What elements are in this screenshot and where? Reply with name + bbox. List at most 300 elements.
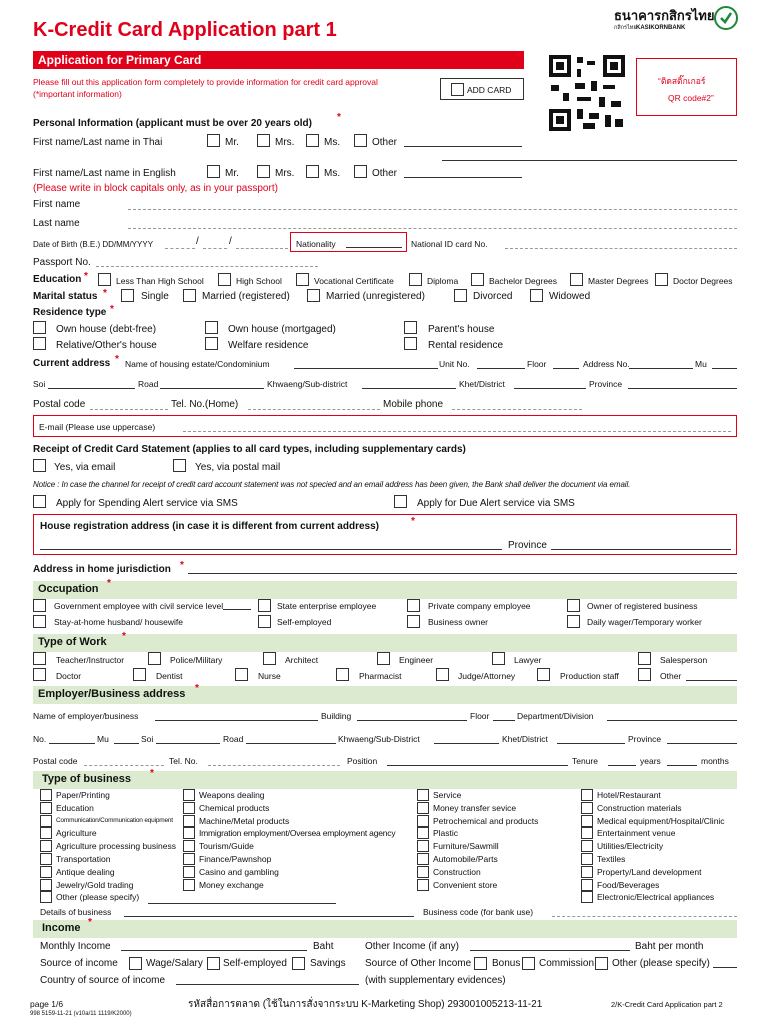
monthly-income-label: Monthly Income bbox=[40, 941, 111, 952]
employer-mu-label: Mu bbox=[97, 734, 109, 744]
occ-business-owner-checkbox[interactable] bbox=[407, 615, 420, 628]
employer-tel-field[interactable] bbox=[208, 765, 340, 766]
work-architect-checkbox[interactable] bbox=[263, 652, 276, 665]
work-salesperson-label: Salesperson bbox=[660, 655, 708, 665]
province-field[interactable] bbox=[628, 388, 737, 389]
employer-position-label: Position bbox=[347, 756, 378, 766]
eng-title-mrs-checkbox[interactable] bbox=[257, 165, 270, 178]
eng-name-label: First name/Last name in English bbox=[33, 168, 176, 179]
employer-position-field[interactable] bbox=[387, 765, 568, 766]
passport-field[interactable] bbox=[96, 266, 318, 267]
biz-col2-item-7-checkbox[interactable] bbox=[183, 879, 195, 891]
marital-star: * bbox=[103, 288, 107, 299]
road-label: Road bbox=[138, 379, 159, 389]
mu-field[interactable] bbox=[712, 368, 737, 369]
current-address-label: Current address bbox=[33, 358, 111, 369]
eng-title-ms-label: Ms. bbox=[324, 168, 341, 179]
res-own-mortgaged-checkbox[interactable] bbox=[205, 321, 218, 334]
marital-single-checkbox[interactable] bbox=[121, 289, 134, 302]
work-pharmacist-label: Pharmacist bbox=[359, 671, 402, 681]
edu-vocational-label: Vocational Certificate bbox=[314, 276, 394, 286]
biz-col4-item-0-checkbox[interactable] bbox=[581, 789, 593, 801]
biz-col4-item-7-checkbox[interactable] bbox=[581, 879, 593, 891]
occ-government-checkbox[interactable] bbox=[33, 599, 46, 612]
title-other-field[interactable] bbox=[404, 146, 522, 147]
bank-name-en: KASIKORNBANK bbox=[636, 25, 686, 31]
dob-slash-1: / bbox=[196, 236, 199, 247]
income-bar: Income bbox=[33, 920, 737, 938]
country-source-label: Country of source of income bbox=[40, 975, 166, 986]
title-mrs-label: Mrs. bbox=[275, 137, 295, 148]
res-rental-checkbox[interactable] bbox=[404, 337, 417, 350]
statement-postal-label: Yes, via postal mail bbox=[195, 462, 281, 473]
unit-no-label: Unit No. bbox=[439, 359, 470, 369]
res-rental-label: Rental residence bbox=[428, 340, 504, 351]
biz-col3-item-0-checkbox[interactable] bbox=[417, 789, 429, 801]
marital-married-unreg-label: Married (unregistered) bbox=[326, 291, 425, 302]
biz-col2-item-2-checkbox[interactable] bbox=[183, 815, 195, 827]
biz-col4-item-2-checkbox[interactable] bbox=[581, 815, 593, 827]
current-address-star: * bbox=[115, 354, 119, 365]
biz-col2-item-6-checkbox[interactable] bbox=[183, 866, 195, 878]
occupation-star: * bbox=[107, 578, 111, 589]
biz-col3-item-2-checkbox[interactable] bbox=[417, 815, 429, 827]
work-engineer-checkbox[interactable] bbox=[377, 652, 390, 665]
employer-building-field[interactable] bbox=[357, 720, 467, 721]
employer-bar: Employer/Business address bbox=[33, 686, 737, 704]
occ-stay-at-home-label: Stay-at-home husband/ housewife bbox=[54, 617, 183, 627]
due-alert-checkbox[interactable] bbox=[394, 495, 407, 508]
biz-col1-item-7-label: Jewelry/Gold trading bbox=[56, 879, 134, 890]
employer-no-label: No. bbox=[33, 734, 47, 744]
edu-bachelor-checkbox[interactable] bbox=[471, 273, 484, 286]
work-dentist-checkbox[interactable] bbox=[133, 668, 146, 681]
marital-divorced-checkbox[interactable] bbox=[454, 289, 467, 302]
work-production-label: Production staff bbox=[560, 671, 619, 681]
res-own-free-label: Own house (debt-free) bbox=[56, 324, 157, 335]
biz-col3-item-4-label: Furniture/Sawmill bbox=[433, 841, 499, 852]
res-welfare-label: Welfare residence bbox=[228, 340, 309, 351]
first-name-label: First name bbox=[33, 199, 81, 210]
floor-field[interactable] bbox=[553, 368, 579, 369]
income-star: * bbox=[88, 917, 92, 928]
country-source-field[interactable] bbox=[176, 984, 359, 985]
employer-province-field[interactable] bbox=[667, 743, 737, 744]
qr-sticker-line-2: QR code#2” bbox=[668, 93, 714, 103]
mobile-label: Mobile phone bbox=[383, 399, 444, 410]
biz-col2-item-5-label: Finance/Pawnshop bbox=[199, 854, 272, 864]
work-teacher-label: Teacher/Instructor bbox=[56, 655, 125, 665]
page-number: page 1/6 bbox=[30, 999, 64, 1009]
biz-col3-item-1-checkbox[interactable] bbox=[417, 802, 429, 814]
type-of-business-bar: Type of business bbox=[33, 771, 737, 789]
biz-col1-item-1-label: Education bbox=[56, 802, 94, 813]
form-code-small: 998 5159-11-21 (v10a/11 1119/K2000) bbox=[30, 1011, 132, 1017]
marital-widowed-label: Widowed bbox=[549, 291, 591, 302]
residence-label: Residence type bbox=[33, 307, 107, 318]
employer-road-label: Road bbox=[223, 734, 244, 744]
employer-province-label: Province bbox=[628, 734, 662, 744]
source-savings-checkbox[interactable] bbox=[292, 957, 305, 970]
employer-star: * bbox=[195, 683, 199, 694]
biz-col1-item-0-label: Paper/Printing bbox=[56, 790, 110, 800]
edu-bachelor-label: Bachelor Degrees bbox=[489, 276, 558, 286]
biz-col1-item-1-checkbox[interactable] bbox=[40, 802, 52, 814]
employer-name-label: Name of employer/business bbox=[33, 711, 139, 721]
work-lawyer-checkbox[interactable] bbox=[492, 652, 505, 665]
biz-col4-item-8-label: Electronic/Electrical appliances bbox=[597, 892, 715, 903]
qr-sticker-box bbox=[636, 58, 737, 116]
biz-col1-item-4-label: Agriculture processing business bbox=[56, 841, 177, 852]
housing-estate-field[interactable] bbox=[294, 368, 438, 369]
biz-col3-item-0-label: Service bbox=[433, 790, 462, 800]
biz-col4-item-1-label: Construction materials bbox=[597, 802, 682, 813]
biz-col3-item-7-checkbox[interactable] bbox=[417, 879, 429, 891]
source-bonus-label: Bonus bbox=[492, 958, 521, 969]
biz-col3-item-5-checkbox[interactable] bbox=[417, 853, 429, 865]
province-label: Province bbox=[589, 379, 623, 389]
jurisdiction-field[interactable] bbox=[188, 573, 737, 574]
occ-government-label: Government employee with civil service level bbox=[54, 601, 224, 611]
employer-dept-field[interactable] bbox=[607, 720, 737, 721]
eng-title-other-field[interactable] bbox=[404, 177, 522, 178]
edu-master-checkbox[interactable] bbox=[570, 273, 583, 286]
source-savings-label: Savings bbox=[310, 958, 346, 969]
biz-col2-item-6-label: Casino and gambling bbox=[199, 866, 279, 877]
residence-star: * bbox=[110, 304, 114, 315]
biz-col1-item-2-checkbox[interactable] bbox=[40, 815, 52, 827]
title-other-checkbox[interactable] bbox=[354, 134, 367, 147]
passport-label: Passport No. bbox=[33, 257, 91, 268]
biz-col2-item-3-checkbox[interactable] bbox=[183, 827, 195, 839]
biz-col1-item-7-checkbox[interactable] bbox=[40, 879, 52, 891]
employer-no-field[interactable] bbox=[49, 743, 95, 744]
road-field[interactable] bbox=[160, 388, 264, 389]
source-commission-checkbox[interactable] bbox=[522, 957, 535, 970]
title-other-label: Other bbox=[372, 137, 398, 148]
last-name-field[interactable] bbox=[128, 228, 737, 229]
employer-postal-label: Postal code bbox=[33, 756, 78, 766]
dob-day-field[interactable] bbox=[165, 248, 195, 249]
employer-khet-label: Khet/District bbox=[502, 734, 548, 744]
source-self-employed-checkbox[interactable] bbox=[207, 957, 220, 970]
edu-doctor-label: Doctor Degrees bbox=[673, 276, 733, 286]
edu-master-label: Master Degrees bbox=[588, 276, 649, 286]
employer-tenure-years-field[interactable] bbox=[608, 765, 636, 766]
other-income-field[interactable] bbox=[470, 950, 630, 951]
occ-owner-registered-checkbox[interactable] bbox=[567, 599, 580, 612]
work-nurse-checkbox[interactable] bbox=[235, 668, 248, 681]
biz-details-field[interactable] bbox=[124, 916, 414, 917]
work-architect-label: Architect bbox=[285, 655, 319, 665]
postal-code-label: Postal code bbox=[33, 399, 86, 410]
employer-years-label: years bbox=[640, 756, 661, 766]
biz-col4-item-6-label: Property/Land development bbox=[597, 866, 702, 877]
spending-alert-checkbox[interactable] bbox=[33, 495, 46, 508]
biz-col1-item-6-label: Antique dealing bbox=[56, 866, 115, 877]
first-name-field[interactable] bbox=[128, 209, 737, 210]
unit-no-field[interactable] bbox=[477, 368, 525, 369]
biz-code-label: Business code (for bank use) bbox=[423, 907, 534, 917]
biz-other-field[interactable] bbox=[148, 903, 336, 904]
res-welfare-checkbox[interactable] bbox=[205, 337, 218, 350]
work-salesperson-checkbox[interactable] bbox=[638, 652, 651, 665]
add-card-label: ADD CARD bbox=[467, 85, 512, 95]
work-pharmacist-checkbox[interactable] bbox=[336, 668, 349, 681]
employer-tel-label: Tel. No. bbox=[169, 756, 198, 766]
biz-col3-item-3-label: Plastic bbox=[433, 828, 459, 839]
marketing-code: รหัสสื่อการตลาด (ใช้ในการสั่งจากระบบ K-Marketing Shop) 293001005213-11-21 bbox=[188, 999, 543, 1010]
statement-notice: Notice : In case the channel for receipt of credit card account statement was not specied and an email address has been given, the Bank shall deliver the document via email. bbox=[33, 480, 631, 489]
edu-less-than-hs-checkbox[interactable] bbox=[98, 273, 111, 286]
source-wage-label: Wage/Salary bbox=[146, 958, 203, 969]
occ-daily-wager-label: Daily wager/Temporary worker bbox=[587, 617, 702, 627]
biz-col1-item-2-label: Communication/Communication equipment bbox=[56, 816, 173, 824]
occ-government-level-field[interactable] bbox=[223, 609, 251, 610]
source-other-checkbox[interactable] bbox=[595, 957, 608, 970]
biz-col2-item-0-label: Weapons dealing bbox=[199, 790, 265, 800]
monthly-income-field[interactable] bbox=[121, 950, 307, 951]
biz-col1-item-8-label: Other (please specify) bbox=[56, 892, 140, 903]
part-2-reference: 2/K-Credit Card Application part 2 bbox=[611, 1000, 723, 1009]
occ-stay-at-home-checkbox[interactable] bbox=[33, 615, 46, 628]
employer-khwaeng-field[interactable] bbox=[434, 743, 499, 744]
biz-col1-item-3-label: Agriculture bbox=[56, 828, 97, 839]
biz-col3-item-4-checkbox[interactable] bbox=[417, 840, 429, 852]
occ-state-enterprise-label: State enterprise employee bbox=[277, 601, 377, 611]
biz-col2-item-1-checkbox[interactable] bbox=[183, 802, 195, 814]
biz-col1-item-5-label: Transportation bbox=[56, 854, 111, 864]
work-other-field[interactable] bbox=[686, 680, 737, 681]
biz-col4-item-3-label: Entertainment venue bbox=[597, 828, 676, 839]
eng-title-mrs-label: Mrs. bbox=[275, 168, 295, 179]
education-label: Education bbox=[33, 274, 82, 285]
biz-col2-item-5-checkbox[interactable] bbox=[183, 853, 195, 865]
biz-col2-item-1-label: Chemical products bbox=[199, 802, 270, 813]
occ-private-company-label: Private company employee bbox=[428, 601, 531, 611]
work-dentist-label: Dentist bbox=[156, 671, 183, 681]
occupation-bar: Occupation bbox=[33, 581, 737, 599]
khwaeng-field[interactable] bbox=[362, 388, 456, 389]
bank-name-thai-small: กสิกรไทย bbox=[614, 25, 637, 31]
biz-col3-item-5-label: Automobile/Parts bbox=[433, 854, 498, 864]
biz-col4-item-5-checkbox[interactable] bbox=[581, 853, 593, 865]
biz-col4-item-5-label: Textiles bbox=[597, 854, 626, 864]
tel-home-label: Tel. No.(Home) bbox=[171, 399, 239, 410]
monthly-baht-label: Baht bbox=[313, 941, 334, 952]
edu-hs-label: High School bbox=[236, 276, 282, 286]
nationality-label: Nationality bbox=[296, 239, 336, 249]
eng-title-mr-checkbox[interactable] bbox=[207, 165, 220, 178]
employer-tenure-label: Tenure bbox=[572, 756, 598, 766]
biz-col1-item-6-checkbox[interactable] bbox=[40, 866, 52, 878]
mobile-field[interactable] bbox=[452, 409, 582, 410]
jurisdiction-star: * bbox=[180, 560, 184, 571]
res-own-free-checkbox[interactable] bbox=[33, 321, 46, 334]
house-reg-star: * bbox=[411, 516, 415, 527]
biz-col4-item-4-checkbox[interactable] bbox=[581, 840, 593, 852]
source-other-field[interactable] bbox=[713, 967, 737, 968]
edu-diploma-label: Diploma bbox=[427, 276, 459, 286]
biz-col2-item-4-checkbox[interactable] bbox=[183, 840, 195, 852]
khwaeng-label: Khwaeng/Sub-district bbox=[267, 379, 348, 389]
intro-line-2: (*important information) bbox=[33, 89, 122, 99]
other-income-label: Other Income (if any) bbox=[365, 941, 459, 952]
marital-married-reg-label: Married (registered) bbox=[202, 291, 290, 302]
biz-col4-item-1-checkbox[interactable] bbox=[581, 802, 593, 814]
biz-col3-item-6-checkbox[interactable] bbox=[417, 866, 429, 878]
biz-col4-item-4-label: Utilities/Electricity bbox=[597, 841, 664, 852]
statement-heading: Receipt of Credit Card Statement (applies to all card types, including supplementary cards) bbox=[33, 444, 466, 455]
work-other-checkbox[interactable] bbox=[638, 668, 651, 681]
edu-vocational-checkbox[interactable] bbox=[296, 273, 309, 286]
biz-col1-item-0-checkbox[interactable] bbox=[40, 789, 52, 801]
statement-postal-checkbox[interactable] bbox=[173, 459, 186, 472]
mu-label: Mu bbox=[695, 359, 707, 369]
biz-col1-item-5-checkbox[interactable] bbox=[40, 853, 52, 865]
employer-floor-field[interactable] bbox=[493, 720, 515, 721]
employer-name-field[interactable] bbox=[155, 720, 318, 721]
res-relative-checkbox[interactable] bbox=[33, 337, 46, 350]
email-label: E-mail (Please use uppercase) bbox=[39, 422, 156, 432]
biz-col1-item-3-checkbox[interactable] bbox=[40, 827, 52, 839]
occ-state-enterprise-checkbox[interactable] bbox=[258, 599, 271, 612]
source-other-income-label: Source of Other Income bbox=[365, 958, 472, 969]
dob-label: Date of Birth (B.E.) DD/MM/YYYY bbox=[33, 240, 154, 249]
occ-self-employed-checkbox[interactable] bbox=[258, 615, 271, 628]
dob-month-field[interactable] bbox=[203, 248, 227, 249]
source-bonus-checkbox[interactable] bbox=[474, 957, 487, 970]
source-wage-checkbox[interactable] bbox=[129, 957, 142, 970]
biz-col1-item-4-checkbox[interactable] bbox=[40, 840, 52, 852]
page-title: K-Credit Card Application part 1 bbox=[33, 19, 337, 41]
work-star: * bbox=[122, 631, 126, 642]
title-mr-label: Mr. bbox=[225, 137, 239, 148]
statement-email-label: Yes, via email bbox=[54, 462, 116, 473]
source-income-label: Source of income bbox=[40, 958, 118, 969]
biz-col4-item-3-checkbox[interactable] bbox=[581, 827, 593, 839]
work-doctor-label: Doctor bbox=[56, 671, 82, 681]
national-id-field[interactable] bbox=[505, 248, 737, 249]
biz-col4-item-8-checkbox[interactable] bbox=[581, 891, 593, 903]
house-reg-address-field[interactable] bbox=[40, 549, 502, 550]
employer-building-label: Building bbox=[321, 711, 352, 721]
soi-field[interactable] bbox=[48, 388, 135, 389]
house-reg-province-label: Province bbox=[508, 540, 547, 551]
last-name-label: Last name bbox=[33, 218, 80, 229]
address-no-label: Address No. bbox=[583, 359, 630, 369]
employer-soi-label: Soi bbox=[141, 734, 154, 744]
statement-email-checkbox[interactable] bbox=[33, 459, 46, 472]
res-parents-checkbox[interactable] bbox=[404, 321, 417, 334]
block-capitals-note: (Please write in block capitals only, as in your passport) bbox=[33, 183, 278, 194]
work-judge-label: Judge/Attorney bbox=[458, 671, 516, 681]
business-star: * bbox=[150, 768, 154, 779]
employer-postal-field[interactable] bbox=[84, 765, 164, 766]
employer-months-label: months bbox=[701, 756, 729, 766]
marital-widowed-checkbox[interactable] bbox=[530, 289, 543, 302]
biz-details-label: Details of business bbox=[40, 907, 112, 917]
email-field[interactable] bbox=[183, 431, 731, 432]
personal-info-heading: Personal Information (applicant must be over 20 years old) bbox=[33, 118, 312, 129]
biz-col4-item-7-label: Food/Beverages bbox=[597, 879, 660, 890]
required-star: * bbox=[337, 112, 341, 123]
khet-field[interactable] bbox=[514, 388, 586, 389]
eng-title-ms-checkbox[interactable] bbox=[306, 165, 319, 178]
res-parents-label: Parent's house bbox=[428, 324, 495, 335]
employer-mu-field[interactable] bbox=[114, 743, 139, 744]
type-of-work-bar: Type of Work bbox=[33, 634, 737, 652]
employer-tenure-months-field[interactable] bbox=[667, 765, 697, 766]
title-ms-label: Ms. bbox=[324, 137, 341, 148]
occ-private-company-checkbox[interactable] bbox=[407, 599, 420, 612]
work-teacher-checkbox[interactable] bbox=[33, 652, 46, 665]
biz-col4-item-0-label: Hotel/Restaurant bbox=[597, 790, 661, 800]
biz-col3-item-6-label: Construction bbox=[433, 866, 481, 877]
edu-hs-checkbox[interactable] bbox=[218, 273, 231, 286]
spending-alert-label: Apply for Spending Alert service via SMS bbox=[56, 498, 238, 509]
other-income-baht-label: Baht per month bbox=[635, 941, 704, 952]
biz-col1-item-8-checkbox[interactable] bbox=[40, 891, 52, 903]
employer-khet-field[interactable] bbox=[557, 743, 625, 744]
kbank-logo-icon bbox=[714, 6, 738, 30]
house-reg-province-field[interactable] bbox=[551, 549, 731, 550]
occ-self-employed-label: Self-employed bbox=[277, 617, 332, 627]
bank-name-thai: ธนาคารกสิกรไทย bbox=[614, 8, 715, 23]
employer-soi-field[interactable] bbox=[156, 743, 220, 744]
biz-col4-item-2-label: Medical equipment/Hospital/Clinic bbox=[597, 815, 725, 826]
work-engineer-label: Engineer bbox=[399, 655, 434, 665]
edu-diploma-checkbox[interactable] bbox=[409, 273, 422, 286]
biz-col4-item-6-checkbox[interactable] bbox=[581, 866, 593, 878]
supplementary-evidence-label: (with supplementary evidences) bbox=[365, 975, 506, 986]
employer-dept-label: Department/Division bbox=[517, 711, 594, 721]
source-self-employed-label: Self-employed bbox=[223, 958, 287, 969]
postal-code-field[interactable] bbox=[90, 409, 168, 410]
biz-code-field[interactable] bbox=[552, 916, 737, 917]
work-doctor-checkbox[interactable] bbox=[33, 668, 46, 681]
employer-road-field[interactable] bbox=[246, 743, 336, 744]
occ-business-owner-label: Business owner bbox=[428, 617, 489, 627]
biz-col2-item-2-label: Machine/Metal products bbox=[199, 815, 290, 826]
eng-title-other-checkbox[interactable] bbox=[354, 165, 367, 178]
add-card-checkbox[interactable] bbox=[451, 83, 464, 96]
nationality-field[interactable] bbox=[346, 247, 402, 248]
work-production-checkbox[interactable] bbox=[537, 668, 550, 681]
biz-col3-item-7-label: Convenient store bbox=[433, 879, 498, 890]
biz-col2-item-0-checkbox[interactable] bbox=[183, 789, 195, 801]
title-mr-checkbox[interactable] bbox=[207, 134, 220, 147]
dob-year-field[interactable] bbox=[236, 248, 288, 249]
work-police-checkbox[interactable] bbox=[148, 652, 161, 665]
title-ms-checkbox[interactable] bbox=[306, 134, 319, 147]
thai-name-field[interactable] bbox=[442, 160, 737, 161]
tel-home-field[interactable] bbox=[248, 409, 380, 410]
occ-daily-wager-checkbox[interactable] bbox=[567, 615, 580, 628]
edu-doctor-checkbox[interactable] bbox=[655, 273, 668, 286]
title-mrs-checkbox[interactable] bbox=[257, 134, 270, 147]
work-police-label: Police/Military bbox=[170, 655, 223, 665]
biz-col3-item-3-checkbox[interactable] bbox=[417, 827, 429, 839]
res-own-mortgaged-label: Own house (mortgaged) bbox=[228, 324, 336, 335]
biz-col2-item-4-label: Tourism/Guide bbox=[199, 841, 254, 852]
marital-married-reg-checkbox[interactable] bbox=[183, 289, 196, 302]
qr-code-icon bbox=[547, 53, 627, 133]
marital-married-unreg-checkbox[interactable] bbox=[307, 289, 320, 302]
education-star: * bbox=[84, 271, 88, 282]
work-judge-checkbox[interactable] bbox=[436, 668, 449, 681]
address-no-field[interactable] bbox=[629, 368, 693, 369]
